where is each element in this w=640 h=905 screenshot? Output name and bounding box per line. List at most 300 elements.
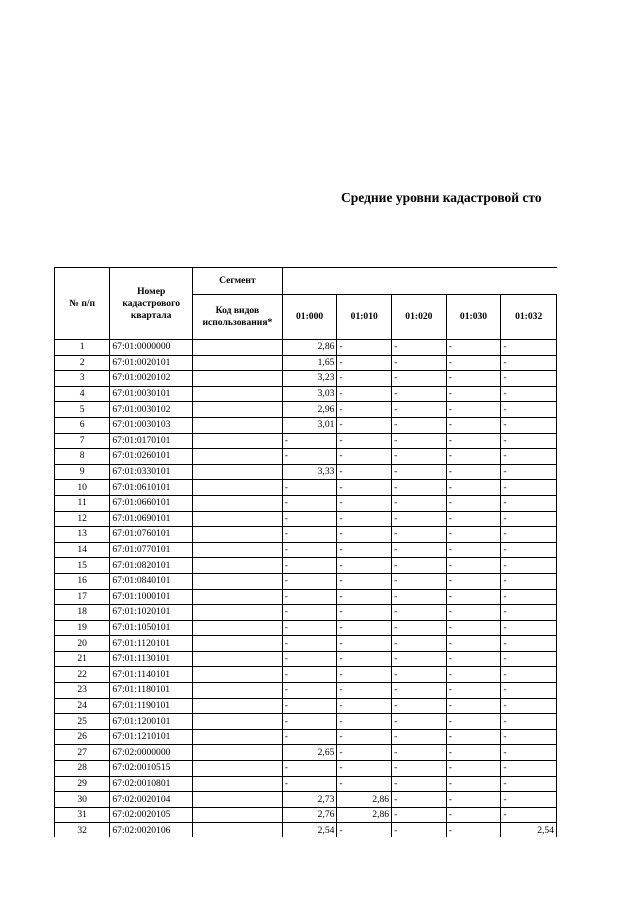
table-row <box>55 417 557 433</box>
usage-code-cell <box>193 511 283 527</box>
header-column: 01:010 <box>337 295 392 340</box>
value-cell: - <box>282 573 337 589</box>
value-cell: - <box>392 807 447 823</box>
usage-code-cell <box>193 589 283 605</box>
table-row <box>55 698 557 714</box>
value-cell: - <box>446 620 501 636</box>
value-cell: - <box>337 729 392 745</box>
value-cell: - <box>337 371 392 387</box>
cadastral-quarter-cell: 67:01:0030101 <box>110 386 193 402</box>
value-cell: - <box>501 495 557 511</box>
value-cell: - <box>446 433 501 449</box>
value-cell: - <box>392 340 447 356</box>
value-cell: - <box>446 683 501 699</box>
table-row <box>55 651 557 667</box>
row-number-cell: 12 <box>55 511 110 527</box>
value-cell: - <box>392 776 447 792</box>
value-cell: - <box>337 636 392 652</box>
cadastral-quarter-cell: 67:02:0000000 <box>110 745 193 761</box>
value-cell: - <box>446 511 501 527</box>
value-cell: - <box>501 714 557 730</box>
row-number-cell: 8 <box>55 449 110 465</box>
cadastral-quarter-cell: 67:01:1200101 <box>110 714 193 730</box>
value-cell: - <box>392 573 447 589</box>
cadastral-quarter-cell: 67:01:0170101 <box>110 433 193 449</box>
cadastral-quarter-cell: 67:01:1210101 <box>110 729 193 745</box>
header-row-number: № п/п <box>55 268 110 340</box>
value-cell: - <box>337 480 392 496</box>
row-number-cell: 18 <box>55 605 110 621</box>
value-cell: - <box>337 651 392 667</box>
value-cell: - <box>282 433 337 449</box>
row-number-cell: 25 <box>55 714 110 730</box>
row-number-cell: 15 <box>55 558 110 574</box>
table-row <box>55 776 557 792</box>
value-cell: - <box>501 355 557 371</box>
value-cell: - <box>282 651 337 667</box>
value-cell: - <box>501 558 557 574</box>
cadastral-quarter-cell: 67:01:0020102 <box>110 371 193 387</box>
value-cell: - <box>501 636 557 652</box>
table-row <box>55 402 557 418</box>
cadastral-quarter-cell: 67:02:0020106 <box>110 823 193 837</box>
value-cell: - <box>446 636 501 652</box>
header-column: 01:020 <box>392 295 447 340</box>
row-number-cell: 6 <box>55 417 110 433</box>
header-cadastral-quarter: Номер кадастрового квартала <box>110 268 193 340</box>
row-number-cell: 29 <box>55 776 110 792</box>
value-cell: - <box>392 464 447 480</box>
value-cell: - <box>392 698 447 714</box>
value-cell: - <box>446 527 501 543</box>
value-cell: - <box>501 573 557 589</box>
value-cell: - <box>446 480 501 496</box>
table-row <box>55 573 557 589</box>
value-cell: - <box>446 667 501 683</box>
row-number-cell: 26 <box>55 729 110 745</box>
value-cell: - <box>392 402 447 418</box>
value-cell: - <box>282 480 337 496</box>
value-cell: - <box>501 651 557 667</box>
value-cell: - <box>501 449 557 465</box>
value-cell: - <box>282 698 337 714</box>
table-row <box>55 371 557 387</box>
header-segment-blank <box>282 268 556 295</box>
cadastral-quarter-cell: 67:01:1190101 <box>110 698 193 714</box>
value-cell: - <box>446 402 501 418</box>
value-cell: - <box>501 542 557 558</box>
row-number-cell: 1 <box>55 340 110 356</box>
value-cell: - <box>446 792 501 808</box>
value-cell: - <box>501 480 557 496</box>
row-number-cell: 28 <box>55 761 110 777</box>
cadastral-quarter-cell: 67:02:0010515 <box>110 761 193 777</box>
header-column: 01:000 <box>282 295 337 340</box>
table-row <box>55 527 557 543</box>
value-cell: - <box>337 573 392 589</box>
table-row <box>55 667 557 683</box>
table-row <box>55 636 557 652</box>
value-cell: - <box>501 807 557 823</box>
table-row <box>55 449 557 465</box>
row-number-cell: 11 <box>55 495 110 511</box>
header-column: 01:030 <box>446 295 501 340</box>
value-cell: - <box>501 776 557 792</box>
value-cell: - <box>337 449 392 465</box>
value-cell: - <box>392 542 447 558</box>
value-cell: - <box>501 464 557 480</box>
value-cell: - <box>337 340 392 356</box>
usage-code-cell <box>193 558 283 574</box>
value-cell: 2,54 <box>501 823 557 837</box>
value-cell: - <box>282 542 337 558</box>
value-cell: - <box>446 371 501 387</box>
value-cell: 2,86 <box>337 792 392 808</box>
value-cell: - <box>337 683 392 699</box>
value-cell: - <box>392 636 447 652</box>
value-cell: - <box>282 667 337 683</box>
page-title: Средние уровни кадастровой сто <box>341 190 542 205</box>
row-number-cell: 31 <box>55 807 110 823</box>
value-cell: - <box>282 729 337 745</box>
usage-code-cell <box>193 745 283 761</box>
cadastral-quarter-cell: 67:01:0260101 <box>110 449 193 465</box>
usage-code-cell <box>193 371 283 387</box>
value-cell: - <box>392 823 447 837</box>
cadastral-quarter-cell: 67:01:0330101 <box>110 464 193 480</box>
usage-code-cell <box>193 761 283 777</box>
header-column: 01:032 <box>501 295 557 340</box>
value-cell: - <box>282 527 337 543</box>
usage-code-cell <box>193 542 283 558</box>
row-number-cell: 5 <box>55 402 110 418</box>
value-cell: - <box>446 745 501 761</box>
cadastral-quarter-cell: 67:01:0760101 <box>110 527 193 543</box>
value-cell: - <box>446 464 501 480</box>
value-cell: - <box>501 698 557 714</box>
value-cell: - <box>392 386 447 402</box>
cadastral-quarter-cell: 67:01:0820101 <box>110 558 193 574</box>
table-row <box>55 433 557 449</box>
usage-code-cell <box>193 402 283 418</box>
value-cell: - <box>337 495 392 511</box>
row-number-cell: 4 <box>55 386 110 402</box>
cadastral-quarter-cell: 67:02:0020105 <box>110 807 193 823</box>
row-number-cell: 23 <box>55 683 110 699</box>
value-cell: - <box>392 511 447 527</box>
row-number-cell: 27 <box>55 745 110 761</box>
table-row <box>55 340 557 356</box>
value-cell: - <box>446 558 501 574</box>
table-row <box>55 542 557 558</box>
usage-code-cell <box>193 464 283 480</box>
value-cell: 1,65 <box>282 355 337 371</box>
usage-code-cell <box>193 480 283 496</box>
usage-code-cell <box>193 698 283 714</box>
value-cell: - <box>337 511 392 527</box>
value-cell: - <box>337 527 392 543</box>
table-row <box>55 761 557 777</box>
value-cell: - <box>282 449 337 465</box>
value-cell: - <box>501 527 557 543</box>
table-row <box>55 480 557 496</box>
value-cell: 3,33 <box>282 464 337 480</box>
table-row <box>55 355 557 371</box>
value-cell: - <box>501 511 557 527</box>
value-cell: - <box>501 386 557 402</box>
usage-code-cell <box>193 792 283 808</box>
cadastral-quarter-cell: 67:02:0020104 <box>110 792 193 808</box>
usage-code-cell <box>193 636 283 652</box>
value-cell: 3,03 <box>282 386 337 402</box>
value-cell: - <box>501 745 557 761</box>
usage-code-cell <box>193 683 283 699</box>
cadastral-quarter-cell: 67:01:1020101 <box>110 605 193 621</box>
value-cell: - <box>337 402 392 418</box>
value-cell: - <box>446 605 501 621</box>
value-cell: - <box>392 495 447 511</box>
cadastral-quarter-cell: 67:01:1130101 <box>110 651 193 667</box>
table-row <box>55 745 557 761</box>
value-cell: - <box>337 386 392 402</box>
value-cell: 2,96 <box>282 402 337 418</box>
value-cell: - <box>501 729 557 745</box>
value-cell: 2,65 <box>282 745 337 761</box>
value-cell: 2,73 <box>282 792 337 808</box>
value-cell: - <box>446 417 501 433</box>
value-cell: - <box>337 355 392 371</box>
value-cell: - <box>282 683 337 699</box>
value-cell: - <box>337 776 392 792</box>
usage-code-cell <box>193 651 283 667</box>
value-cell: - <box>501 433 557 449</box>
usage-code-cell <box>193 667 283 683</box>
value-cell: - <box>392 527 447 543</box>
cadastral-quarter-cell: 67:01:1180101 <box>110 683 193 699</box>
table-row <box>55 683 557 699</box>
usage-code-cell <box>193 355 283 371</box>
value-cell: - <box>337 433 392 449</box>
value-cell: - <box>337 605 392 621</box>
value-cell: - <box>392 449 447 465</box>
cadastral-quarter-cell: 67:01:0770101 <box>110 542 193 558</box>
table-row <box>55 464 557 480</box>
cadastral-quarter-cell: 67:01:0840101 <box>110 573 193 589</box>
usage-code-cell <box>193 386 283 402</box>
value-cell: - <box>501 667 557 683</box>
value-cell: - <box>337 542 392 558</box>
value-cell: - <box>282 620 337 636</box>
usage-code-cell <box>193 340 283 356</box>
table-row <box>55 511 557 527</box>
usage-code-cell <box>193 729 283 745</box>
table-row <box>55 558 557 574</box>
usage-code-cell <box>193 449 283 465</box>
value-cell: - <box>446 823 501 837</box>
value-cell: - <box>501 417 557 433</box>
value-cell: - <box>446 729 501 745</box>
row-number-cell: 21 <box>55 651 110 667</box>
row-number-cell: 24 <box>55 698 110 714</box>
value-cell: - <box>501 792 557 808</box>
value-cell: - <box>392 714 447 730</box>
row-number-cell: 16 <box>55 573 110 589</box>
value-cell: 2,86 <box>337 807 392 823</box>
row-number-cell: 30 <box>55 792 110 808</box>
value-cell: - <box>392 683 447 699</box>
table-row <box>55 792 557 808</box>
value-cell: - <box>337 464 392 480</box>
cadastral-quarter-cell: 67:01:1000101 <box>110 589 193 605</box>
usage-code-cell <box>193 823 283 837</box>
value-cell: - <box>337 823 392 837</box>
cadastral-quarter-cell: 67:02:0010801 <box>110 776 193 792</box>
value-cell: - <box>446 355 501 371</box>
value-cell: - <box>337 667 392 683</box>
value-cell: - <box>282 714 337 730</box>
row-number-cell: 13 <box>55 527 110 543</box>
value-cell: - <box>392 480 447 496</box>
value-cell: - <box>446 386 501 402</box>
row-number-cell: 22 <box>55 667 110 683</box>
value-cell: 3,23 <box>282 371 337 387</box>
value-cell: - <box>392 417 447 433</box>
value-cell: - <box>501 605 557 621</box>
value-cell: - <box>501 683 557 699</box>
row-number-cell: 14 <box>55 542 110 558</box>
value-cell: - <box>392 371 447 387</box>
value-cell: - <box>446 573 501 589</box>
value-cell: - <box>501 371 557 387</box>
row-number-cell: 7 <box>55 433 110 449</box>
row-number-cell: 9 <box>55 464 110 480</box>
row-number-cell: 20 <box>55 636 110 652</box>
cadastral-quarter-cell: 67:01:0020101 <box>110 355 193 371</box>
value-cell: - <box>446 449 501 465</box>
value-cell: - <box>392 355 447 371</box>
value-cell: - <box>446 698 501 714</box>
value-cell: - <box>337 589 392 605</box>
usage-code-cell <box>193 495 283 511</box>
usage-code-cell <box>193 807 283 823</box>
cadastral-quarter-cell: 67:01:1050101 <box>110 620 193 636</box>
cadastral-quarter-cell: 67:01:0030102 <box>110 402 193 418</box>
value-cell: - <box>392 605 447 621</box>
value-cell: - <box>282 761 337 777</box>
header-usage-code: Код видов использования* <box>193 295 283 340</box>
value-cell: - <box>337 620 392 636</box>
cadastral-quarter-cell: 67:01:1140101 <box>110 667 193 683</box>
usage-code-cell <box>193 714 283 730</box>
cadastral-quarter-cell: 67:01:0660101 <box>110 495 193 511</box>
value-cell: - <box>392 745 447 761</box>
value-cell: - <box>282 495 337 511</box>
cadastral-quarter-cell: 67:01:0610101 <box>110 480 193 496</box>
cadastral-value-table <box>54 267 557 837</box>
value-cell: - <box>282 589 337 605</box>
table-row <box>55 807 557 823</box>
value-cell: - <box>501 589 557 605</box>
value-cell: - <box>337 761 392 777</box>
table-row <box>55 729 557 745</box>
cadastral-quarter-cell: 67:01:0030103 <box>110 417 193 433</box>
usage-code-cell <box>193 417 283 433</box>
value-cell: - <box>392 792 447 808</box>
value-cell: - <box>282 511 337 527</box>
value-cell: - <box>392 620 447 636</box>
value-cell: - <box>446 761 501 777</box>
value-cell: - <box>337 714 392 730</box>
value-cell: 3,01 <box>282 417 337 433</box>
value-cell: - <box>392 558 447 574</box>
value-cell: - <box>337 558 392 574</box>
value-cell: - <box>446 714 501 730</box>
value-cell: 2,54 <box>282 823 337 837</box>
table-row <box>55 714 557 730</box>
usage-code-cell <box>193 605 283 621</box>
cadastral-quarter-cell: 67:01:0690101 <box>110 511 193 527</box>
usage-code-cell <box>193 527 283 543</box>
value-cell: - <box>501 620 557 636</box>
value-cell: - <box>446 495 501 511</box>
value-cell: 2,76 <box>282 807 337 823</box>
value-cell: - <box>501 761 557 777</box>
value-cell: - <box>501 340 557 356</box>
value-cell: - <box>392 729 447 745</box>
row-number-cell: 17 <box>55 589 110 605</box>
value-cell: - <box>282 605 337 621</box>
usage-code-cell <box>193 620 283 636</box>
value-cell: - <box>282 636 337 652</box>
header-segment: Сегмент <box>193 268 283 295</box>
row-number-cell: 10 <box>55 480 110 496</box>
table-row <box>55 495 557 511</box>
row-number-cell: 32 <box>55 823 110 837</box>
value-cell: - <box>392 589 447 605</box>
value-cell: - <box>446 776 501 792</box>
value-cell: - <box>446 589 501 605</box>
usage-code-cell <box>193 573 283 589</box>
data-table-container <box>54 267 557 837</box>
value-cell: - <box>501 402 557 418</box>
cadastral-quarter-cell: 67:01:1120101 <box>110 636 193 652</box>
value-cell: - <box>446 807 501 823</box>
table-row <box>55 605 557 621</box>
value-cell: - <box>446 651 501 667</box>
value-cell: - <box>392 651 447 667</box>
value-cell: - <box>337 698 392 714</box>
table-row <box>55 823 557 837</box>
value-cell: - <box>392 761 447 777</box>
value-cell: - <box>446 542 501 558</box>
table-row <box>55 386 557 402</box>
row-number-cell: 2 <box>55 355 110 371</box>
table-body <box>55 340 557 838</box>
row-number-cell: 3 <box>55 371 110 387</box>
table-row <box>55 589 557 605</box>
usage-code-cell <box>193 433 283 449</box>
value-cell: - <box>282 776 337 792</box>
value-cell: - <box>392 433 447 449</box>
value-cell: - <box>337 745 392 761</box>
value-cell: - <box>337 417 392 433</box>
usage-code-cell <box>193 776 283 792</box>
value-cell: - <box>392 667 447 683</box>
value-cell: - <box>282 558 337 574</box>
cadastral-quarter-cell: 67:01:0000000 <box>110 340 193 356</box>
table-row <box>55 620 557 636</box>
value-cell: 2,86 <box>282 340 337 356</box>
